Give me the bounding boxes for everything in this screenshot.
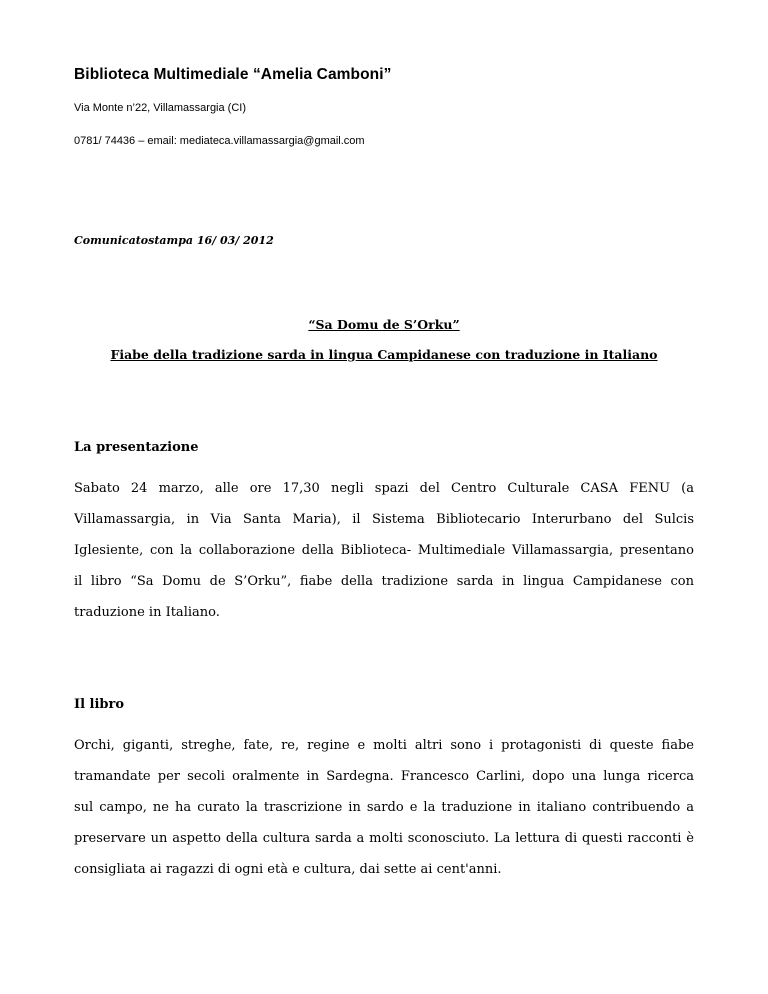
paragraph-line: traduzione in Italiano. [74, 605, 220, 620]
paragraph-line: Sabato 24 marzo, alle ore 17,30 negli spazi del Centro Culturale CASA FENU (a [74, 481, 694, 496]
library-name: Biblioteca Multimediale “Amelia Camboni” [74, 66, 392, 83]
paragraph-line: sul campo, ne ha curato la trascrizione in sardo e la traduzione in italiano contribuendo a [74, 800, 694, 815]
document-subtitle: Fiabe della tradizione sarda in lingua Campidanese con traduzione in Italiano [110, 347, 658, 362]
library-contact: 0781/ 74436 – email: mediateca.villamassargia@gmail.com [74, 135, 365, 147]
paragraph-line: preservare un aspetto della cultura sarda a molti sconosciuto. La lettura di questi racconti è [74, 831, 694, 846]
section-paragraph-libro [74, 730, 694, 885]
section-paragraph-presentazione [74, 473, 694, 628]
paragraph-line: Orchi, giganti, streghe, fate, re, regine e molti altri sono i protagonisti di queste fiabe [74, 738, 694, 753]
section-heading-presentazione: La presentazione [74, 440, 199, 455]
paragraph-line: consigliata ai ragazzi di ogni età e cultura, dai sette ai cent'anni. [74, 862, 502, 877]
section-heading-libro: Il libro [74, 697, 125, 712]
document-title: “Sa Domu de S’Orku” [308, 317, 460, 332]
paragraph-line: tramandate per secoli oralmente in Sardegna. Francesco Carlini, dopo una lunga ricerca [74, 769, 694, 784]
paragraph-line: il libro “Sa Domu de S’Orku”, fiabe della tradizione sarda in lingua Campidanese con [74, 574, 694, 589]
paragraph-line: Villamassargia, in Via Santa Maria), il Sistema Bibliotecario Interurbano del Sulcis [74, 512, 694, 527]
library-address: Via Monte n’22, Villamassargia (CI) [74, 102, 247, 114]
paragraph-line: Iglesiente, con la collaborazione della Biblioteca- Multimediale Villamassargia, presentano [74, 543, 694, 558]
press-release-label: Comunicatostampa 16/ 03/ 2012 [74, 234, 274, 247]
